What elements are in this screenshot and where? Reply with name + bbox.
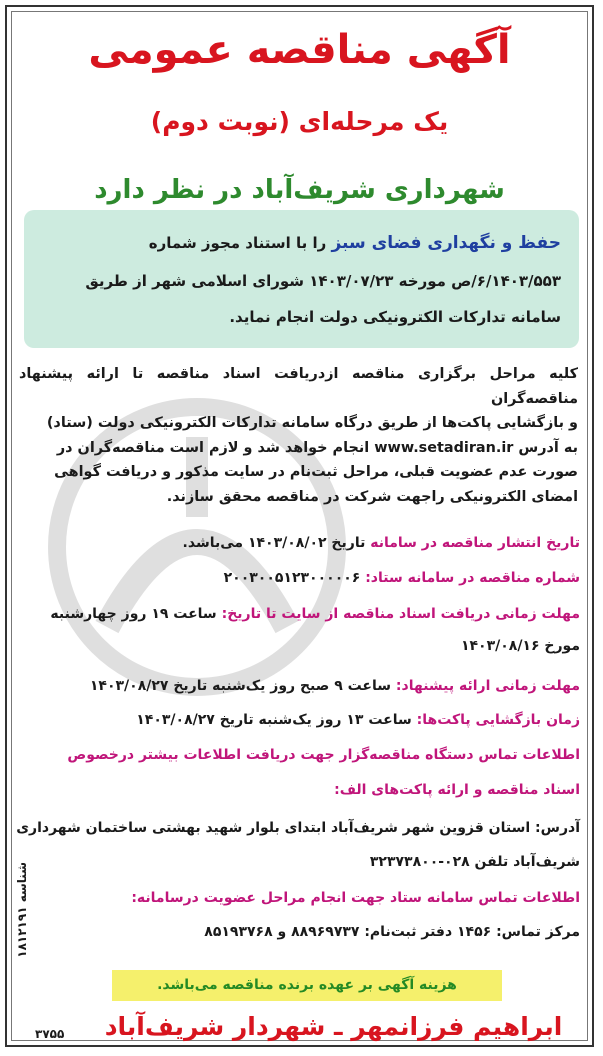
project-name: حفظ و نگهداری فضای سبز <box>331 233 561 253</box>
offer-deadline: مهلت زمانی ارائه پیشنهاد: ساعت ۹ صبح روز یک‌شنبه تاریخ ۱۴۰۳/۰۸/۲۷ <box>89 678 580 694</box>
summary-box <box>24 210 579 348</box>
summary-line-3: سامانه تدارکات الکترونیکی دولت انجام نماید. <box>229 308 561 326</box>
notice-subtitle: یک مرحله‌ای (نوبت دوم) <box>150 107 449 136</box>
intro-paragraph: کلیه مراحل برگزاری مناقصه ازدریافت اسناد مناقصه تا ارائه پیشنهاد مناقصه‌گران و بازگشایی پاکت‌ها از طریق درگاه سامانه تدارکات الکترونیکی دولت (ستاد) به آدرس www.setadiran.ir انجام خواهد شد و لازم است مناقصه‌گران در صورت عدم عضویت قبلی، مراحل ثبت‌نام در سایت مذکور و دریافت گواهی امضای الکترونیکی راجهت شرکت در مناقصه محقق سازند. <box>19 366 578 505</box>
tender-number: شماره مناقصه در سامانه ستاد: ۲۰۰۳۰۰۵۱۲۳۰۰۰۰۰۶ <box>223 570 580 586</box>
document-deadline-date: مورخ ۱۴۰۳/۰۸/۱۶ <box>460 638 580 654</box>
organization-line: شهرداری شریف‌آباد در نظر دارد <box>94 175 505 205</box>
signature: ابراهیم فرزانمهر ـ شهردار شریف‌آباد <box>104 1012 563 1041</box>
summary-line-1: حفظ و نگهداری فضای سبز را با استناد مجوز شماره <box>148 233 561 253</box>
notice-title: آگهی مناقصه عمومی <box>88 27 511 73</box>
opening-time: زمان بازگشایی پاکت‌ها: ساعت ۱۳ روز یک‌شنبه تاریخ ۱۴۰۳/۰۸/۲۷ <box>136 712 580 728</box>
setad-contact: مرکز تماس: ۱۴۵۶ دفتر ثبت‌نام: ۸۸۹۶۹۷۳۷ و ۸۵۱۹۳۷۶۸ <box>204 924 580 940</box>
contact-heading: اطلاعات تماس دستگاه مناقصه‌گزار جهت دریافت اطلاعات بیشتر درخصوص <box>67 747 580 763</box>
summary-line-2: ۶/۱۴۰۳/۵۵۳/ص مورخه ۱۴۰۳/۰۷/۲۳ شورای اسلامی شهر از طریق <box>85 272 561 290</box>
address: آدرس: استان قزوین شهر شریف‌آباد ابتدای بلوار شهید بهشتی ساختمان شهرداری <box>16 820 580 836</box>
address-phone: شریف‌آباد تلفن ۰۲۸-۳۲۳۷۳۸۰۰ <box>369 854 580 870</box>
setad-heading: اطلاعات تماس سامانه ستاد جهت انجام مراحل عضویت درسامانه: <box>131 890 580 906</box>
document-deadline: مهلت زمانی دریافت اسناد مناقصه از سایت تا تاریخ: ساعت ۱۹ روز چهارشنبه <box>50 606 580 622</box>
notice-frame <box>5 5 594 1047</box>
cost-note: هزینه آگهی بر عهده برنده مناقصه می‌باشد. <box>112 970 502 1001</box>
contact-heading-2: اسناد مناقصه و ارائه پاکت‌های الف: <box>334 782 580 798</box>
publish-date: تاریخ انتشار مناقصه در سامانه تاریخ ۱۴۰۳/۰۸/۰۲ می‌باشد. <box>182 535 580 551</box>
notice-id: شناسه ۱۸۱۲۱۹۱ <box>15 862 29 958</box>
ad-code: ۳۷۵۵ <box>35 1027 65 1041</box>
